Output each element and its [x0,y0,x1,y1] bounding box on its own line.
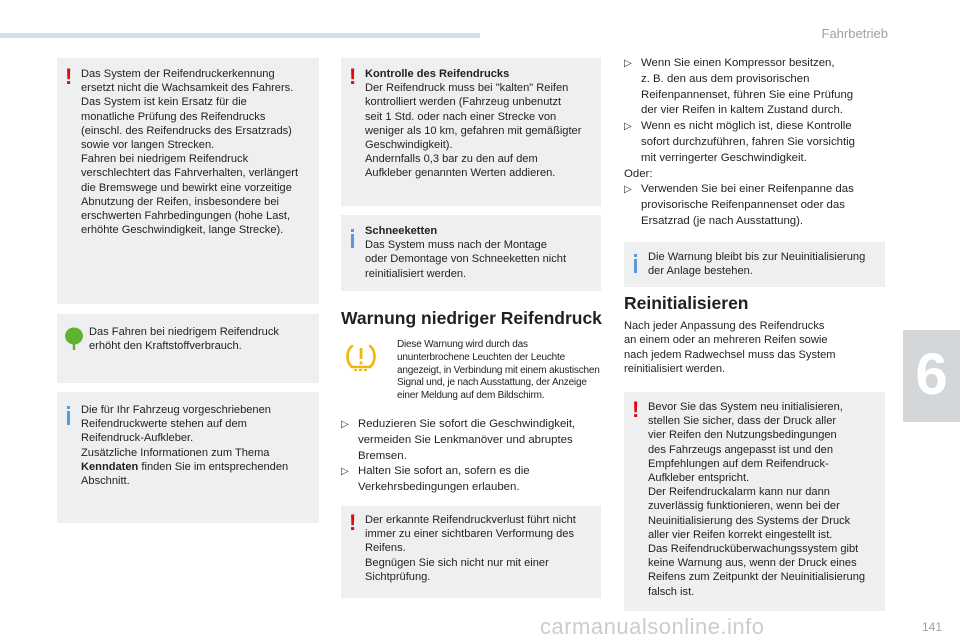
warning-exclamation-icon: ! [632,397,640,422]
eco-box [57,314,319,383]
info-box-schneeketten [341,215,601,291]
tyre-pressure-warning-icon [345,342,377,372]
heading-warnung: Warnung niedriger Reifendruck [341,308,602,328]
info-text [81,403,309,488]
warning-box-system [57,58,319,304]
list-item: ▷ Wenn Sie einen Kompressor besitzen, z. B. den aus dem provisorischen Reifenpannenset, führen Sie eine Prüfung der vier Reifen in kaltem Zustand durch. [624,56,886,119]
col3-bullets [624,56,886,230]
bullet-arrow-icon: ▷ [341,466,349,478]
oder-label: Oder: [624,167,653,180]
header-bar [0,33,480,38]
warning-description: Diese Warnung wird durch das ununterbrochene Leuchten der Leuchte angezeigt, in Verbindung mit einem akustischen Signal und, je nach Ausstattung, der Anzeige einer Meldung auf dem Bildschirm. [397,339,600,402]
list-item: ▷ Wenn es nicht möglich ist, diese Kontrolle sofort durchzuführen, fahren Sie vorsichtig mit verringerter Geschwindigkeit. [624,119,886,166]
bullet-arrow-icon: ▷ [624,58,632,69]
section-title: Fahrbetrieb [821,26,888,41]
eco-leaf-icon [64,327,84,351]
bullet-arrow-icon: ▷ [624,184,632,196]
chapter-number: 6 [915,342,948,407]
info-text-part1: Die für Ihr Fahrzeug vorgeschriebenen Reifendruckwerte stehen auf dem Reifendruck-Aufkleber. Zusätzliche Informationen zum Thema [81,404,271,459]
page-number: 141 [921,620,942,634]
warning-exclamation-icon: ! [65,64,73,89]
kontrolle-text: Der Reifendruck muss bei "kalten" Reifen kontrolliert werden (Fahrzeug unbenutzt seit 1 Std. oder nach einer Strecke von weniger als 10 km, gefahren mit gemäßigter Geschwindigkeit). Andernfalls 0,3 bar zu den auf dem Aufkleber genannten Werten addieren. [365,82,582,180]
info-text-bold: Kenndaten [81,460,139,473]
list-item: ▷ Verwenden Sie bei einer Reifenpanne das provisorische Reifenpannenset oder das Ersatzrad (je nach Ausstattung). [624,182,886,229]
kontrolle-title: Kontrolle des Reifendrucks [365,68,510,80]
warning-text: Das System der Reifendruckerkennung ersetzt nicht die Wachsamkeit des Fahrers. Das System ist kein Ersatz für die monatliche Prüfung des Reifendrucks (einschl. des Reifendrucks des Ersatzrads) sowie vor langen Strecken. Fahren bei niedrigem Reifendruck verschlechtert das Fahrverhalten, verlängert die Bremswege und bewirkt eine vorzeitige Abnutzung der Reifen, insbesondere bei erschwerten Fahrbedingungen (hohe Last, erhöhte Geschwindigkeit, lange Strecke). [81,68,299,237]
verlust-text: Der erkannte Reifendruckverlust führt nicht immer zu einer sichtbaren Verformung des Reifens. Begnügen Sie sich nicht nur mit einer Sichtprüfung. [365,514,576,583]
warnung-bleibt-text: Die Warnung bleibt bis zur Neuinitialisierung der Anlage bestehen. [648,251,866,278]
schneeketten-text: Das System muss nach der Montage oder Demontage von Schneeketten nicht reinitialisiert werden. [365,239,567,280]
warning-box-kontrolle [341,58,601,206]
warnung-bullets [341,417,603,496]
warning-box-verlust [341,506,601,598]
reinit-intro: Nach jeder Anpassung des Reifendrucks an einem oder an mehreren Reifen sowie nach jedem Radwechsel muss das System reinitialisiert werden. [624,320,836,376]
heading-reinitialisieren: Reinitialisieren [624,293,749,313]
eco-text: Das Fahren bei niedrigem Reifendruck erhöht den Kraftstoffverbrauch. [89,326,279,353]
info-box-warnung-bleibt [624,242,885,287]
bullet-arrow-icon: ▷ [624,121,632,133]
schneeketten-title: Schneeketten [365,225,438,237]
info-icon [634,259,637,273]
info-text-part2: finden Sie im entsprechenden Abschnitt. [81,460,289,488]
info-icon [351,234,354,248]
list-item: ▷ Reduzieren Sie sofort die Geschwindigkeit, vermeiden Sie Lenkmanöver und abruptes Bremsen. [341,417,603,464]
reinit-warning-text: Bevor Sie das System neu initialisieren, stellen Sie sicher, dass der Druck aller vier Reifen den Nutzungsbedingungen des Fahrzeugs angepasst ist und den Empfehlungen auf dem Reifendruck- Aufkleber entspricht. Der Reifendruckalarm kann nur dann zuverlässig funktionieren, wenn bei der Neuinitialisierung des Systems der Druck aller vier Reifen korrekt eingestellt ist. Das Reifendrucküberwachungssystem gibt keine Warnung aus, wenn der Druck eines Reifens zum Zeitpunkt der Neuinitialisierung falsch ist. [648,401,866,598]
warning-exclamation-icon: ! [349,64,357,89]
warning-exclamation-icon: ! [349,510,357,535]
list-item: ▷ Halten Sie sofort an, sofern es die Verkehrsbedingungen erlauben. [341,464,603,496]
info-icon [67,411,70,425]
info-box-kenndaten [57,392,319,523]
bullet-arrow-icon: ▷ [341,419,349,430]
watermark: carmanualsonline.info [540,614,765,639]
warning-box-reinit [624,392,885,611]
